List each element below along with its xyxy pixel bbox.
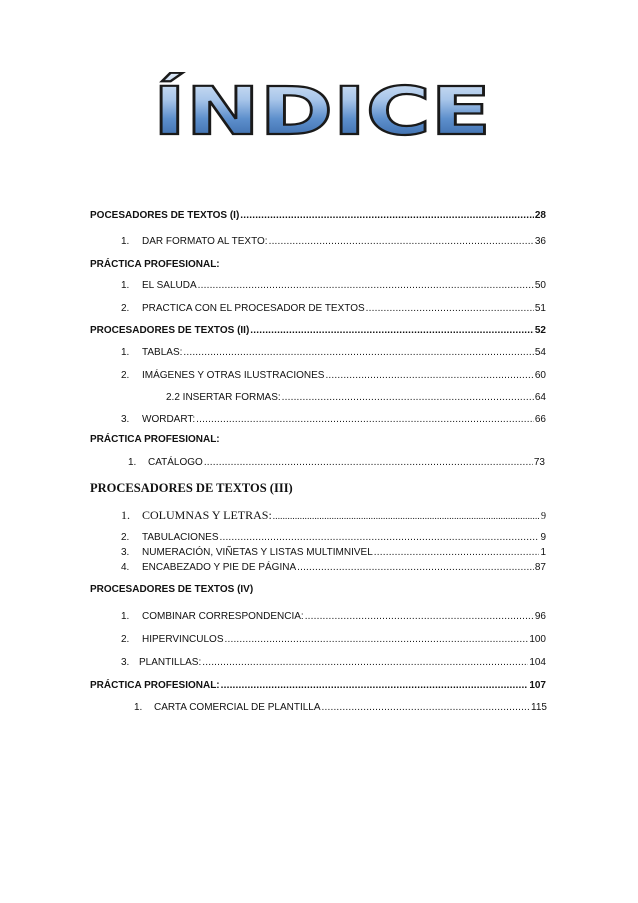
dot-leader xyxy=(305,611,534,622)
page-number: 100 xyxy=(529,634,546,645)
page-number: 107 xyxy=(529,680,546,691)
toc-entry[interactable] xyxy=(121,657,546,668)
item-number: 1. xyxy=(121,280,130,291)
toc-entry[interactable] xyxy=(121,236,546,247)
page-number: 51 xyxy=(534,303,546,314)
page-number: 9 xyxy=(541,511,546,522)
item-number: 1. xyxy=(134,702,143,713)
item-number: 2. xyxy=(121,634,130,645)
item-label: EL SALUDA xyxy=(142,280,197,291)
toc-subentry[interactable] xyxy=(166,392,546,403)
toc-entry-s1[interactable] xyxy=(90,210,546,221)
page-number: 66 xyxy=(534,414,546,425)
toc-entry[interactable] xyxy=(121,370,546,381)
dot-leader xyxy=(322,702,531,713)
dot-leader xyxy=(221,680,529,691)
toc-entry[interactable] xyxy=(121,303,546,314)
page-number: 28 xyxy=(534,210,546,221)
page-number: 1 xyxy=(540,547,546,558)
dot-leader xyxy=(183,347,533,358)
dot-leader xyxy=(202,657,528,668)
dot-leader xyxy=(196,414,534,425)
item-number: 4. xyxy=(121,562,130,573)
toc-heading: PROCESADORES DE TEXTOS (II) xyxy=(90,325,250,336)
item-label: HIPERVINCULOS xyxy=(142,634,224,645)
page-number: 60 xyxy=(534,370,546,381)
dot-leader xyxy=(282,392,534,403)
dot-leader xyxy=(225,634,529,645)
toc-entry[interactable] xyxy=(121,547,546,558)
page-number: 73 xyxy=(533,457,545,468)
page-number: 96 xyxy=(534,611,546,622)
dot-leader xyxy=(273,511,540,521)
toc-entry-pp3[interactable] xyxy=(90,680,546,691)
section-heading: PRÁCTICA PROFESIONAL: xyxy=(90,259,220,270)
section-heading: PROCESADORES DE TEXTOS (III) xyxy=(90,481,293,495)
item-number: 3. xyxy=(121,547,130,558)
toc-entry[interactable] xyxy=(121,414,546,425)
section-heading: PRÁCTICA PROFESIONAL: xyxy=(90,434,220,445)
item-label: CARTA COMERCIAL DE PLANTILLA xyxy=(154,702,321,713)
item-label: TABLAS: xyxy=(142,347,183,358)
dot-leader xyxy=(374,547,540,558)
item-label: COMBINAR CORRESPONDENCIA: xyxy=(142,611,304,622)
page-number: 54 xyxy=(534,347,546,358)
toc-entry[interactable] xyxy=(121,611,546,622)
item-label: TABULACIONES xyxy=(142,532,219,543)
toc-heading: PRÁCTICA PROFESIONAL: xyxy=(90,680,220,691)
item-number: 1. xyxy=(121,611,130,622)
item-label: WORDART: xyxy=(142,414,196,425)
item-number: 3. xyxy=(121,657,130,668)
title-wordart xyxy=(150,72,495,140)
page-number: 87 xyxy=(534,562,546,573)
dot-leader xyxy=(269,236,534,247)
item-number: 1. xyxy=(121,236,130,247)
toc-entry[interactable] xyxy=(121,532,546,543)
dot-leader xyxy=(366,303,534,314)
dot-leader xyxy=(198,280,534,291)
toc-entry[interactable] xyxy=(134,702,547,713)
item-label: IMÁGENES Y OTRAS ILUSTRACIONES xyxy=(142,370,325,381)
item-label: CATÁLOGO xyxy=(148,457,203,468)
item-number: 2. xyxy=(121,303,130,314)
dot-leader xyxy=(220,532,540,543)
item-label: COLUMNAS Y LETRAS: xyxy=(142,508,272,522)
dot-leader xyxy=(297,562,534,573)
item-label: PLANTILLAS: xyxy=(139,657,202,668)
toc-heading: POCESADORES DE TEXTOS (I) xyxy=(90,210,240,221)
item-label: ENCABEZADO Y PIE DE PÁGINA xyxy=(142,562,297,573)
dot-leader xyxy=(240,210,534,221)
page-number: 9 xyxy=(540,532,546,543)
item-label: DAR FORMATO AL TEXTO: xyxy=(142,236,268,247)
page-title xyxy=(150,72,495,140)
item-label: NUMERACIÓN, VIÑETAS Y LISTAS MULTIMNIVEL xyxy=(142,547,373,558)
item-label: PRACTICA CON EL PROCESADOR DE TEXTOS xyxy=(142,303,365,314)
toc-entry[interactable] xyxy=(121,347,546,358)
toc-entry[interactable] xyxy=(121,508,546,523)
item-number: 2. xyxy=(121,532,130,543)
page-number: 64 xyxy=(534,392,546,403)
page-number: 52 xyxy=(534,325,546,336)
section-heading: PROCESADORES DE TEXTOS (IV) xyxy=(90,584,254,595)
toc-entry[interactable] xyxy=(121,634,546,645)
title-text: ÍNDICE xyxy=(153,73,406,140)
dot-leader xyxy=(204,457,533,468)
toc-entry[interactable] xyxy=(121,562,546,573)
toc-entry-s2[interactable] xyxy=(90,325,546,336)
item-label: 2.2 INSERTAR FORMAS: xyxy=(166,392,281,403)
dot-leader xyxy=(325,370,533,381)
page-number: 50 xyxy=(534,280,546,291)
toc-entry[interactable] xyxy=(121,280,546,291)
page-number: 104 xyxy=(529,657,546,668)
item-number: 1. xyxy=(128,457,137,468)
item-number: 1. xyxy=(121,508,130,522)
toc-entry[interactable] xyxy=(128,457,545,468)
page-number: 115 xyxy=(531,702,547,713)
page-number: 36 xyxy=(534,236,546,247)
dot-leader xyxy=(250,325,534,336)
item-number: 3. xyxy=(121,414,130,425)
item-number: 2. xyxy=(121,370,130,381)
item-number: 1. xyxy=(121,347,130,358)
